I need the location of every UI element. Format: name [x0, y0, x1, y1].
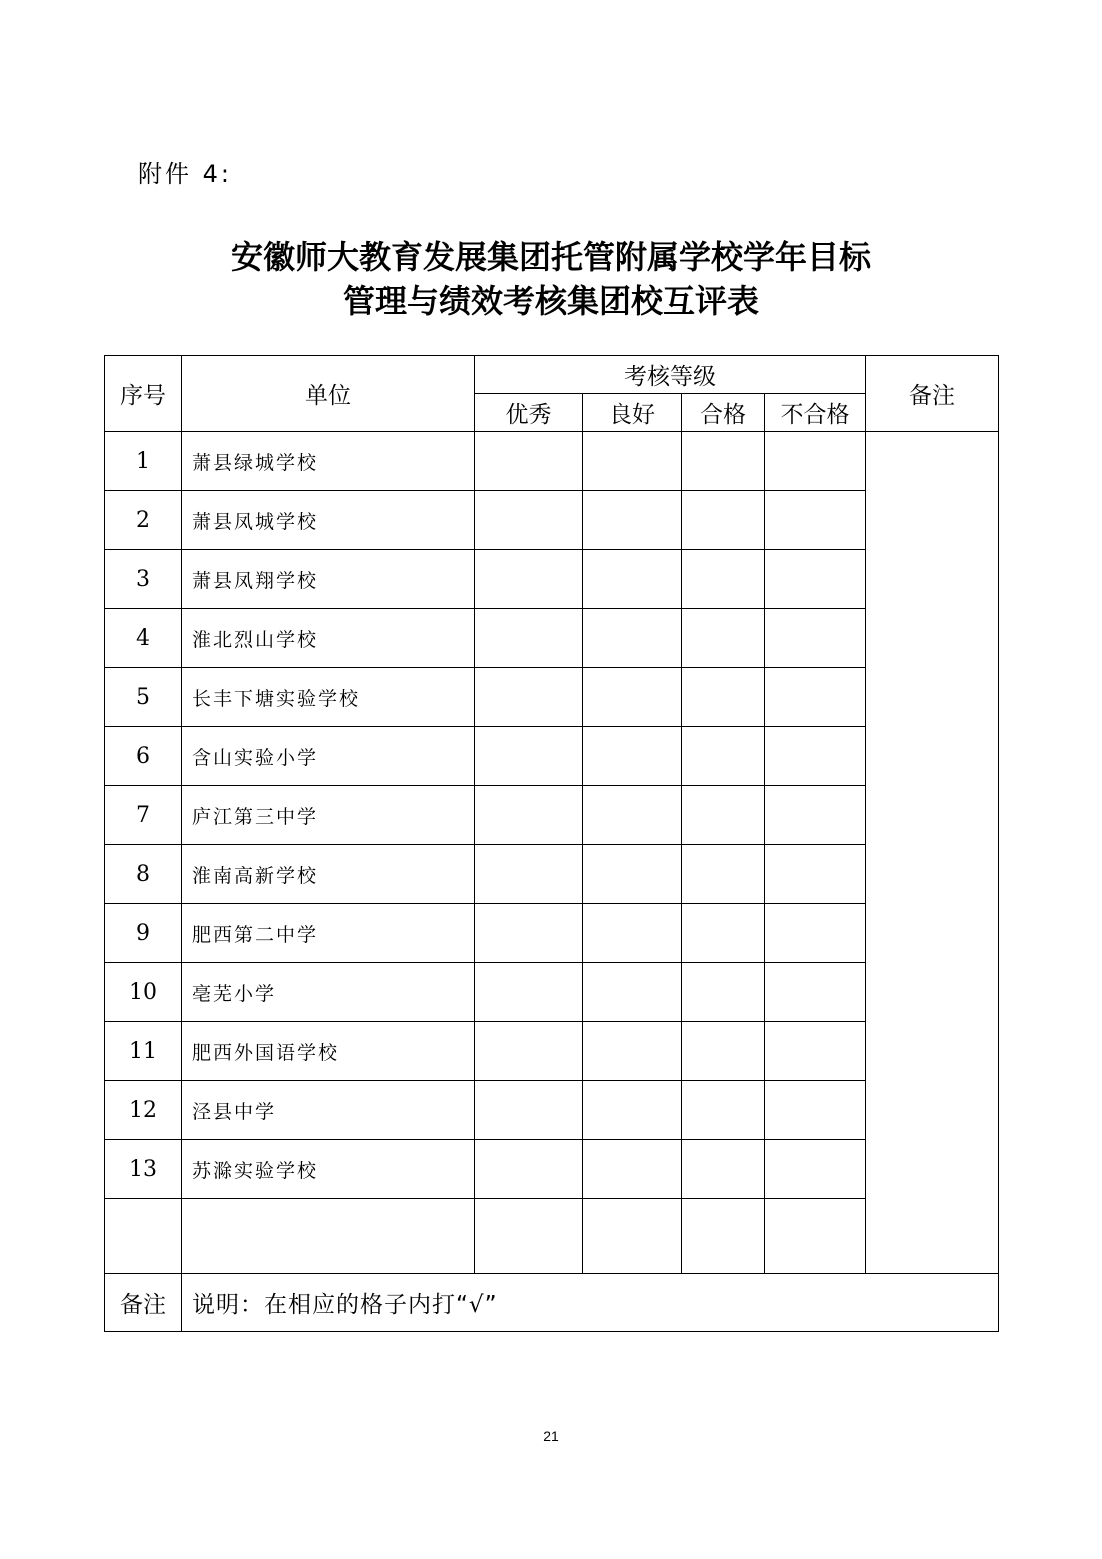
- table-row: [105, 1140, 999, 1199]
- row-unit-name: 庐江第三中学: [182, 786, 475, 845]
- grade-cell-good[interactable]: [583, 845, 682, 904]
- header-row-1: [105, 356, 999, 394]
- row-index: 12: [105, 1081, 182, 1140]
- table-row: [105, 904, 999, 963]
- grade-cell-good[interactable]: [583, 432, 682, 491]
- grade-cell-fail[interactable]: [765, 904, 866, 963]
- header-grade-good: 良好: [583, 394, 682, 432]
- grade-cell-good[interactable]: [583, 1081, 682, 1140]
- grade-cell-fail[interactable]: [765, 609, 866, 668]
- grade-cell-excellent[interactable]: [475, 491, 583, 550]
- remarks-cell[interactable]: [866, 432, 999, 1274]
- row-index: 13: [105, 1140, 182, 1199]
- grade-cell-excellent[interactable]: [475, 432, 583, 491]
- grade-cell-excellent[interactable]: [475, 963, 583, 1022]
- grade-cell-fail[interactable]: [765, 1140, 866, 1199]
- grade-cell-good[interactable]: [583, 1199, 682, 1274]
- table-row: [105, 727, 999, 786]
- grade-cell-excellent[interactable]: [475, 1081, 583, 1140]
- grade-cell-fail[interactable]: [765, 491, 866, 550]
- grade-cell-excellent[interactable]: [475, 904, 583, 963]
- header-remarks: 备注: [866, 356, 999, 432]
- header-assessment-level: 考核等级: [475, 356, 866, 394]
- grade-cell-good[interactable]: [583, 786, 682, 845]
- row-unit-name: 亳芜小学: [182, 963, 475, 1022]
- row-index: 6: [105, 727, 182, 786]
- grade-cell-excellent[interactable]: [475, 550, 583, 609]
- grade-cell-excellent[interactable]: [475, 727, 583, 786]
- row-index: 9: [105, 904, 182, 963]
- grade-cell-good[interactable]: [583, 491, 682, 550]
- grade-cell-pass[interactable]: [682, 668, 765, 727]
- table-row: [105, 1022, 999, 1081]
- grade-cell-pass[interactable]: [682, 1140, 765, 1199]
- grade-cell-fail[interactable]: [765, 550, 866, 609]
- grade-cell-excellent[interactable]: [475, 1022, 583, 1081]
- row-index: 4: [105, 609, 182, 668]
- grade-cell-fail[interactable]: [765, 1022, 866, 1081]
- grade-cell-fail[interactable]: [765, 432, 866, 491]
- grade-cell-pass[interactable]: [682, 904, 765, 963]
- grade-cell-fail[interactable]: [765, 727, 866, 786]
- document-title-line2: 管理与绩效考核集团校互评表: [342, 282, 759, 320]
- grade-cell-fail[interactable]: [765, 668, 866, 727]
- footer-remarks-label: 备注: [105, 1274, 182, 1332]
- table-row: [105, 432, 999, 491]
- row-index-empty: [105, 1199, 182, 1274]
- table-row: [105, 963, 999, 1022]
- row-unit-name: 淮南高新学校: [182, 845, 475, 904]
- grade-cell-pass[interactable]: [682, 786, 765, 845]
- footer-instruction-note: 说明：在相应的格子内打“√”: [182, 1274, 999, 1332]
- table-row: [105, 1081, 999, 1140]
- row-index: 5: [105, 668, 182, 727]
- header-grade-pass: 合格: [682, 394, 765, 432]
- grade-cell-pass[interactable]: [682, 550, 765, 609]
- evaluation-table: [104, 355, 999, 1332]
- page-number: 21: [543, 1428, 559, 1444]
- row-index: 8: [105, 845, 182, 904]
- row-unit-empty[interactable]: [182, 1199, 475, 1274]
- table-row-empty: [105, 1199, 999, 1274]
- grade-cell-good[interactable]: [583, 668, 682, 727]
- table-row: [105, 609, 999, 668]
- grade-cell-excellent[interactable]: [475, 668, 583, 727]
- row-unit-name: 泾县中学: [182, 1081, 475, 1140]
- grade-cell-good[interactable]: [583, 727, 682, 786]
- row-unit-name: 长丰下塘实验学校: [182, 668, 475, 727]
- row-unit-name: 肥西外国语学校: [182, 1022, 475, 1081]
- grade-cell-good[interactable]: [583, 550, 682, 609]
- grade-cell-good[interactable]: [583, 1140, 682, 1199]
- row-index: 2: [105, 491, 182, 550]
- footer-row: [105, 1274, 999, 1332]
- row-index: 10: [105, 963, 182, 1022]
- grade-cell-excellent[interactable]: [475, 1140, 583, 1199]
- grade-cell-fail[interactable]: [765, 845, 866, 904]
- table-row: [105, 786, 999, 845]
- table-row: [105, 668, 999, 727]
- grade-cell-pass[interactable]: [682, 845, 765, 904]
- row-unit-name: 萧县凤城学校: [182, 491, 475, 550]
- grade-cell-fail[interactable]: [765, 1081, 866, 1140]
- table-row: [105, 491, 999, 550]
- row-unit-name: 萧县凤翔学校: [182, 550, 475, 609]
- grade-cell-excellent[interactable]: [475, 1199, 583, 1274]
- grade-cell-pass[interactable]: [682, 1022, 765, 1081]
- table-row: [105, 845, 999, 904]
- table-row: [105, 550, 999, 609]
- grade-cell-pass[interactable]: [682, 963, 765, 1022]
- grade-cell-fail[interactable]: [765, 786, 866, 845]
- grade-cell-good[interactable]: [583, 963, 682, 1022]
- row-unit-name: 萧县绿城学校: [182, 432, 475, 491]
- attachment-label: 附件 4:: [138, 160, 232, 188]
- grade-cell-pass[interactable]: [682, 609, 765, 668]
- header-unit: 单位: [182, 356, 475, 432]
- row-unit-name: 含山实验小学: [182, 727, 475, 786]
- grade-cell-pass[interactable]: [682, 727, 765, 786]
- grade-cell-pass[interactable]: [682, 432, 765, 491]
- header-grade-excellent: 优秀: [475, 394, 583, 432]
- header-index: 序号: [105, 356, 182, 432]
- row-unit-name: 肥西第二中学: [182, 904, 475, 963]
- grade-cell-fail[interactable]: [765, 963, 866, 1022]
- grade-cell-good[interactable]: [583, 904, 682, 963]
- grade-cell-fail[interactable]: [765, 1199, 866, 1274]
- grade-cell-pass[interactable]: [682, 1081, 765, 1140]
- header-grade-fail: 不合格: [765, 394, 866, 432]
- grade-cell-pass[interactable]: [682, 491, 765, 550]
- row-unit-name: 淮北烈山学校: [182, 609, 475, 668]
- grade-cell-excellent[interactable]: [475, 845, 583, 904]
- row-unit-name: 苏滁实验学校: [182, 1140, 475, 1199]
- document-title-line1: 安徽师大教育发展集团托管附属学校学年目标: [230, 238, 871, 276]
- grade-cell-good[interactable]: [583, 1022, 682, 1081]
- row-index: 1: [105, 432, 182, 491]
- grade-cell-excellent[interactable]: [475, 786, 583, 845]
- grade-cell-good[interactable]: [583, 609, 682, 668]
- row-index: 11: [105, 1022, 182, 1081]
- row-index: 7: [105, 786, 182, 845]
- grade-cell-excellent[interactable]: [475, 609, 583, 668]
- grade-cell-pass[interactable]: [682, 1199, 765, 1274]
- row-index: 3: [105, 550, 182, 609]
